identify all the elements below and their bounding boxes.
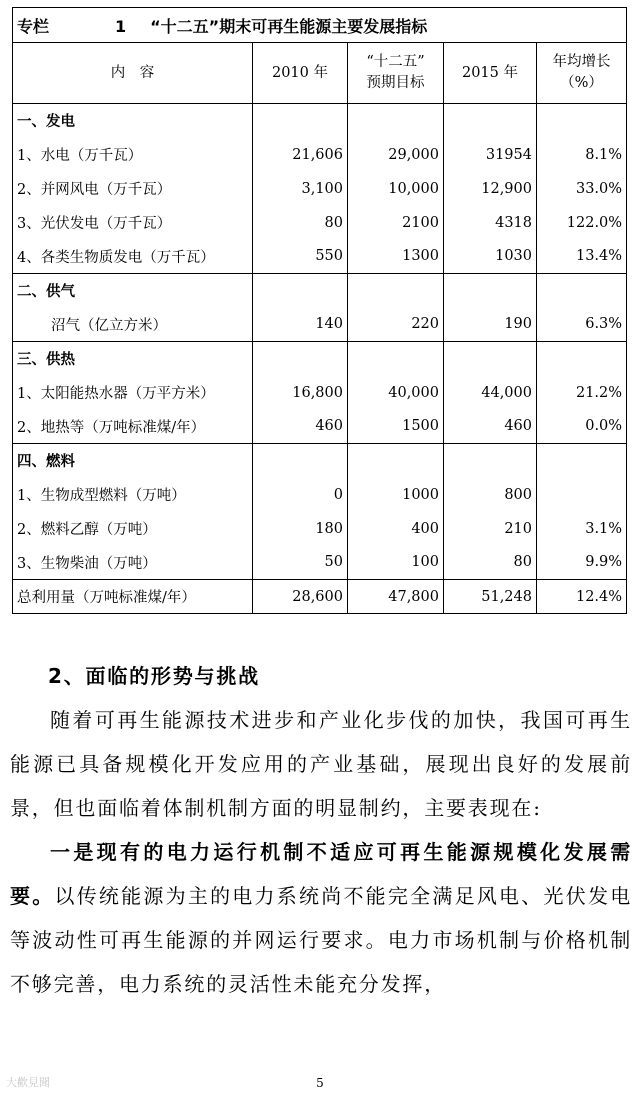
table-cell <box>537 478 627 512</box>
total-row <box>13 580 627 614</box>
table-cell: 16,800 <box>253 376 348 410</box>
table-cell: 10,000 <box>348 172 444 206</box>
table-cell: 1、生物成型燃料（万吨） <box>13 478 253 512</box>
table-cell: 220 <box>348 308 444 342</box>
table-cell: 6.3% <box>537 308 627 342</box>
table-cell-empty <box>537 274 627 308</box>
table-cell: 44,000 <box>444 376 537 410</box>
header-2015: 2015 年 <box>444 43 537 104</box>
table-cell-empty <box>348 104 444 138</box>
table-cell: 122.0% <box>537 206 627 240</box>
table-cell: 12,900 <box>444 172 537 206</box>
table-cell-empty <box>537 104 627 138</box>
indicator-table <box>12 7 627 614</box>
paragraph-1: 随着可再生能源技术进步和产业化步伐的加快，我国可再生能源已具备规模化开发应用的产业基础，展现出良好的发展前景，但也面临着体制机制方面的明显制约，主要表现在: <box>10 708 632 820</box>
header-row <box>13 43 627 104</box>
section-title: 二、供气 <box>13 274 253 308</box>
table-cell: 1000 <box>348 478 444 512</box>
paragraph-2-rest: 以传统能源为主的电力系统尚不能完全满足风电、光伏发电等波动性可再生能源的并网运行要求。电力市场机制与价格机制不够完善，电力系统的灵活性未能充分发挥， <box>10 884 632 996</box>
table-cell-empty <box>253 342 348 376</box>
table-cell: 550 <box>253 240 348 274</box>
table-cell: 2100 <box>348 206 444 240</box>
table-title-text: “十二五”期末可再生能源主要发展指标 <box>150 16 428 36</box>
table-cell-empty <box>348 444 444 478</box>
header-target: “十二五” 预期目标 <box>348 43 444 104</box>
table-cell: 1500 <box>348 410 444 444</box>
table-row <box>13 240 627 274</box>
table-cell-empty <box>253 104 348 138</box>
table-title <box>13 8 627 43</box>
paragraph-2-lead: 一是现有的电力运行机制不适应可再生能源规模化发展需要。 <box>10 840 632 908</box>
table-cell: 沼气（亿立方米） <box>13 308 253 342</box>
table-cell: 4318 <box>444 206 537 240</box>
table-row <box>13 172 627 206</box>
table-cell: 50 <box>253 546 348 580</box>
table-cell: 28,600 <box>253 580 348 614</box>
table-row <box>13 512 627 546</box>
table-cell: 2、燃料乙醇（万吨） <box>13 512 253 546</box>
section-header-row <box>13 444 627 478</box>
section-header-row <box>13 342 627 376</box>
table-row <box>13 376 627 410</box>
table-cell: 40,000 <box>348 376 444 410</box>
page-number: 5 <box>316 1076 324 1090</box>
table-cell: 8.1% <box>537 138 627 172</box>
table-cell-empty <box>444 274 537 308</box>
watermark-logo: 大歡見聞 <box>6 1076 50 1089</box>
table-cell: 4、各类生物质发电（万千瓦） <box>13 240 253 274</box>
table-cell-empty <box>444 444 537 478</box>
table-cell: 210 <box>444 512 537 546</box>
header-growth: 年均增长 （%） <box>537 43 627 104</box>
table-cell: 13.4% <box>537 240 627 274</box>
table-row <box>13 478 627 512</box>
table-cell: 1、太阳能热水器（万平方米） <box>13 376 253 410</box>
table-cell: 33.0% <box>537 172 627 206</box>
table-row <box>13 410 627 444</box>
table-title-number: 1 <box>115 16 127 36</box>
table-cell: 80 <box>444 546 537 580</box>
table-cell: 2、并网风电（万千瓦） <box>13 172 253 206</box>
indicator-table-wrap <box>12 7 626 614</box>
table-cell: 180 <box>253 512 348 546</box>
table-cell: 0.0% <box>537 410 627 444</box>
section-heading: 2、面临的形势与挑战 <box>48 664 260 688</box>
table-cell-empty <box>537 444 627 478</box>
section-title: 一、发电 <box>13 104 253 138</box>
table-cell-empty <box>348 274 444 308</box>
table-row <box>13 138 627 172</box>
table-cell: 21,606 <box>253 138 348 172</box>
section-header-row <box>13 104 627 138</box>
table-cell-empty <box>444 104 537 138</box>
table-cell: 3,100 <box>253 172 348 206</box>
header-2010: 2010 年 <box>253 43 348 104</box>
table-cell: 29,000 <box>348 138 444 172</box>
table-row <box>13 206 627 240</box>
section-title: 四、燃料 <box>13 444 253 478</box>
section-header-row <box>13 274 627 308</box>
table-cell: 400 <box>348 512 444 546</box>
table-cell: 800 <box>444 478 537 512</box>
table-title-prefix: 专栏 <box>17 16 50 36</box>
body-text <box>10 654 632 1006</box>
table-cell: 3、光伏发电（万千瓦） <box>13 206 253 240</box>
table-cell: 460 <box>444 410 537 444</box>
table-cell: 1300 <box>348 240 444 274</box>
table-cell: 3.1% <box>537 512 627 546</box>
paragraph-2 <box>10 830 632 1006</box>
table-cell: 460 <box>253 410 348 444</box>
table-cell: 47,800 <box>348 580 444 614</box>
table-cell: 140 <box>253 308 348 342</box>
table-cell: 51,248 <box>444 580 537 614</box>
table-cell-empty <box>444 342 537 376</box>
header-content: 内 容 <box>13 43 253 104</box>
table-cell: 总利用量（万吨标准煤/年） <box>13 580 253 614</box>
table-cell: 80 <box>253 206 348 240</box>
section-title: 三、供热 <box>13 342 253 376</box>
table-row <box>13 546 627 580</box>
table-cell-empty <box>537 342 627 376</box>
table-cell-empty <box>253 274 348 308</box>
table-cell: 2、地热等（万吨标准煤/年） <box>13 410 253 444</box>
table-row <box>13 308 627 342</box>
table-cell: 31954 <box>444 138 537 172</box>
table-cell: 12.4% <box>537 580 627 614</box>
table-cell: 100 <box>348 546 444 580</box>
table-cell: 190 <box>444 308 537 342</box>
table-cell: 9.9% <box>537 546 627 580</box>
table-cell: 1、水电（万千瓦） <box>13 138 253 172</box>
table-cell: 3、生物柴油（万吨） <box>13 546 253 580</box>
table-cell-empty <box>348 342 444 376</box>
table-cell: 0 <box>253 478 348 512</box>
table-cell-empty <box>253 444 348 478</box>
table-cell: 21.2% <box>537 376 627 410</box>
table-cell: 1030 <box>444 240 537 274</box>
